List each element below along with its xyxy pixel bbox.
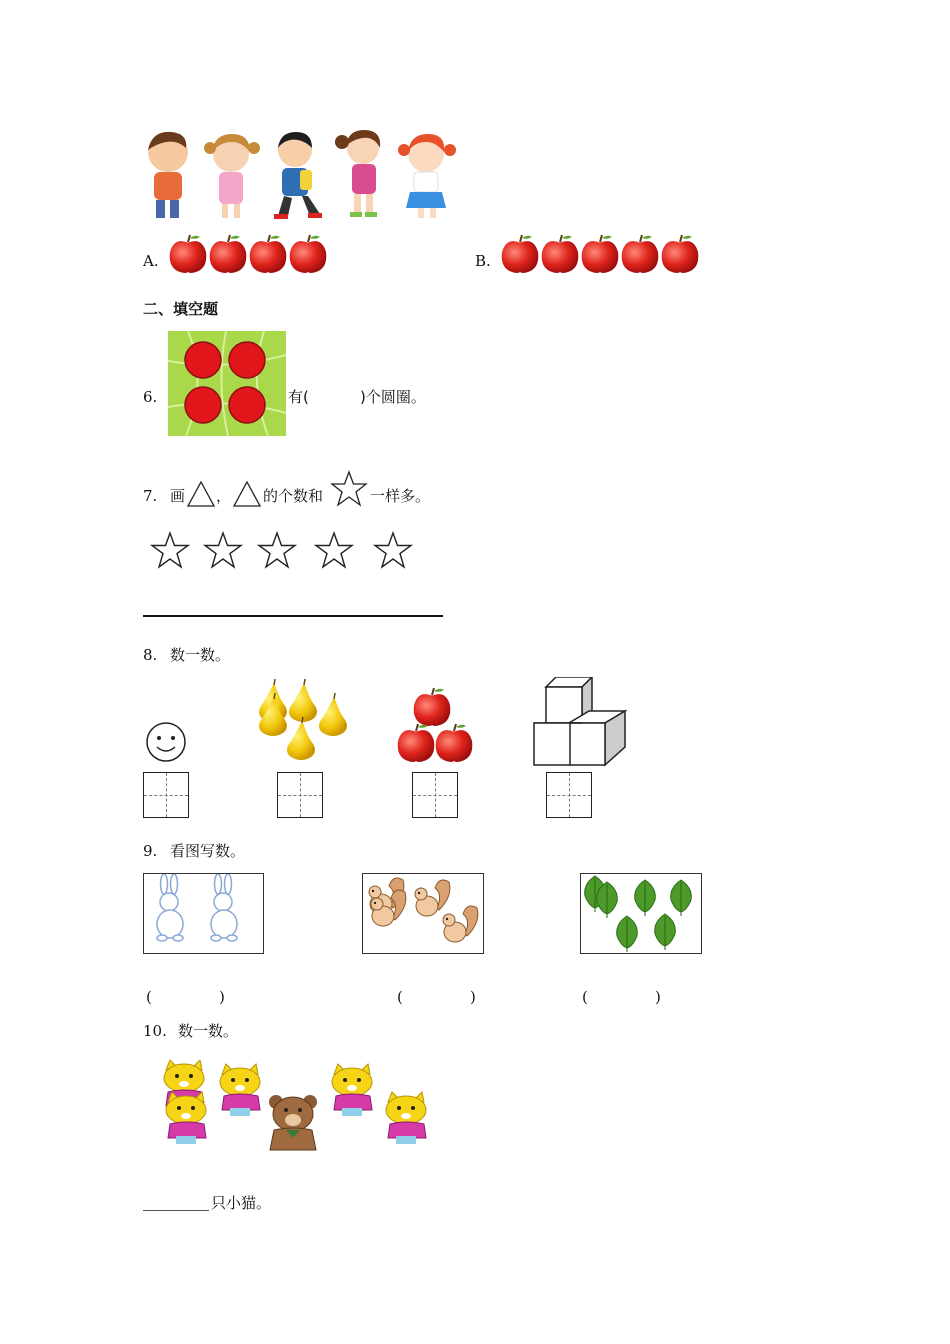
- q9-answer-blank[interactable]: [592, 986, 654, 1006]
- q9-answer-open: (: [397, 988, 403, 1006]
- option-a-apples[interactable]: [168, 234, 332, 274]
- triangle-icon: [186, 480, 216, 508]
- q9-answer-blank[interactable]: [407, 986, 469, 1006]
- q9-answer-open: (: [582, 988, 588, 1006]
- leaves-frame: [580, 873, 702, 954]
- cats-and-bear-picture: [160, 1060, 435, 1155]
- smiley-icon: [145, 721, 187, 763]
- squirrels-frame: [362, 873, 484, 954]
- stars-row: [150, 531, 415, 571]
- triangle-icon: [232, 480, 262, 508]
- red-circle: [229, 387, 265, 423]
- option-a-label: A.: [143, 252, 159, 270]
- q9-answer-open: (: [146, 988, 152, 1006]
- q7-text-draw: 画: [170, 487, 186, 505]
- q7-number: 7.: [143, 487, 158, 505]
- red-circle: [185, 387, 221, 423]
- pears-picture: [255, 679, 351, 763]
- q10-title: 数一数。: [178, 1022, 239, 1040]
- red-circle: [229, 342, 265, 378]
- q9-answer-close: ): [219, 988, 225, 1006]
- q7-text-mid: 的个数和: [263, 487, 324, 505]
- red-circle: [185, 342, 221, 378]
- q10-number: 10.: [143, 1022, 167, 1040]
- cubes-picture: [532, 677, 630, 769]
- q7-text-end: 一样多。: [370, 487, 431, 505]
- q6-answer-blank[interactable]: [314, 386, 358, 406]
- q9-answer-blank[interactable]: [156, 986, 218, 1006]
- tian-box-answer[interactable]: [412, 772, 458, 818]
- q6-text-before: 有(: [288, 388, 309, 406]
- bear-figure: [269, 1095, 317, 1150]
- q9-answer-close: ): [655, 988, 661, 1006]
- q10-answer-text: 只小猫。: [211, 1194, 272, 1212]
- q6-text-after: )个圆圈。: [360, 388, 426, 406]
- option-b-label: B.: [475, 252, 491, 270]
- tian-box-answer[interactable]: [277, 772, 323, 818]
- q10-answer-line[interactable]: [143, 1210, 209, 1211]
- tian-box-answer[interactable]: [143, 772, 189, 818]
- star-icon: [330, 470, 368, 508]
- q8-number: 8.: [143, 646, 158, 664]
- apples-picture: [396, 687, 476, 765]
- q6-number: 6.: [143, 388, 158, 406]
- q9-number: 9.: [143, 842, 158, 860]
- rabbits-frame: [143, 873, 264, 954]
- circles-picture: [168, 331, 286, 436]
- option-b-apples[interactable]: [500, 234, 704, 274]
- q9-answer-close: ): [470, 988, 476, 1006]
- children-illustration: [142, 128, 457, 224]
- q8-title: 数一数。: [170, 646, 231, 664]
- q7-comma: ，: [216, 487, 232, 505]
- tian-box-answer[interactable]: [546, 772, 592, 818]
- q9-title: 看图写数。: [170, 842, 246, 860]
- child-figure: [148, 132, 188, 218]
- q7-drawing-line[interactable]: [143, 615, 443, 617]
- section-title: 二、填空题: [143, 300, 219, 318]
